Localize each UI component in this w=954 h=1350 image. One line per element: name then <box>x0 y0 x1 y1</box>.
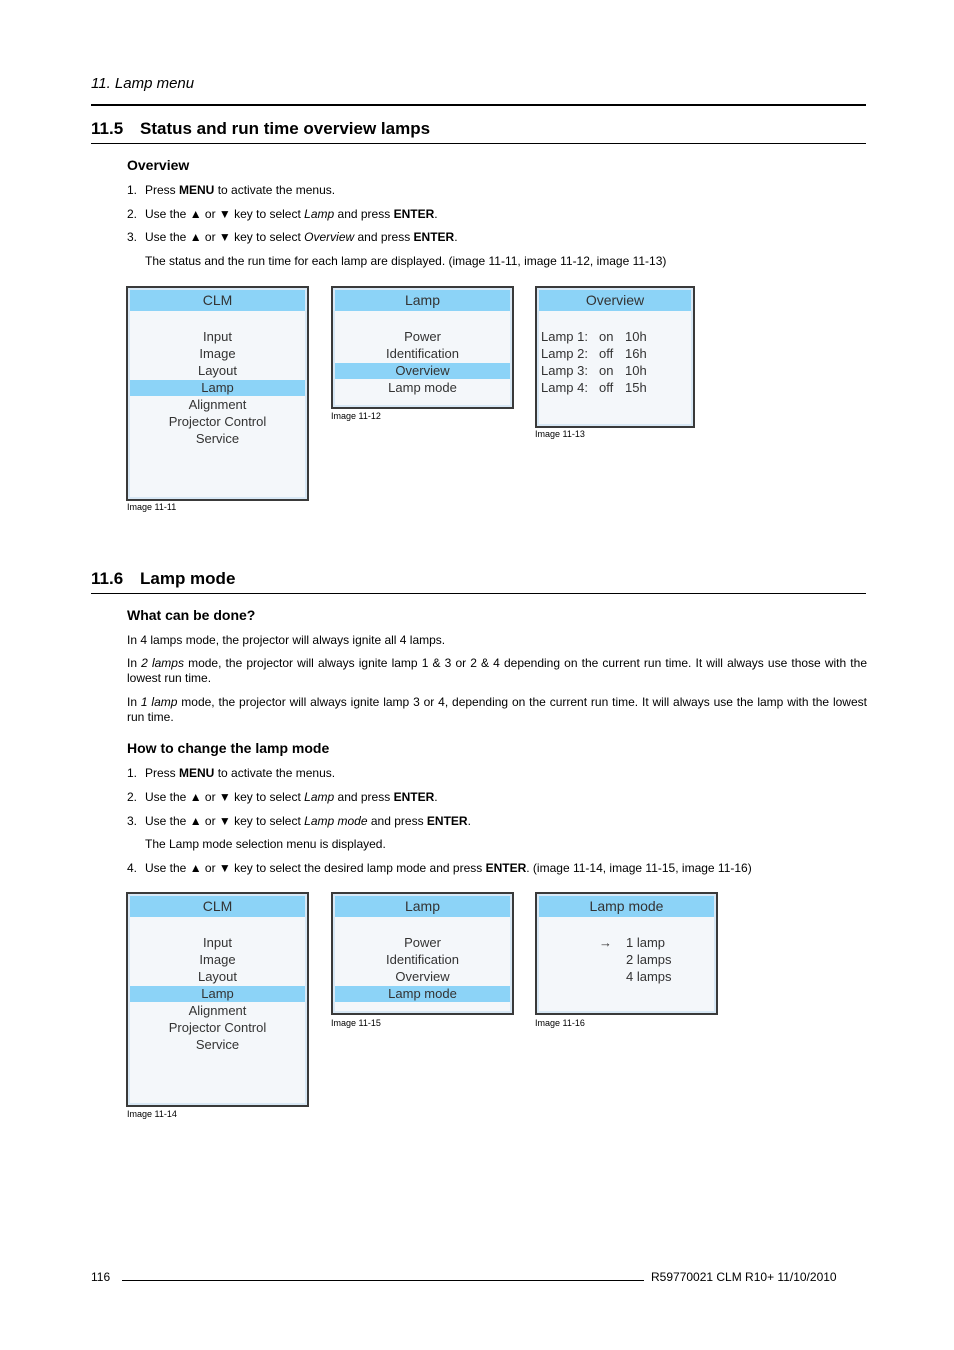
header-rule <box>91 104 866 106</box>
menu-item-layout: Layout <box>197 363 238 378</box>
paragraph: In 1 lamp mode, the projector will always ignite lamp 3 or 4, depending on the current run time. It will always use the lamp with the lowest run time. <box>127 695 867 724</box>
menu-item-lamp-selected: Lamp <box>130 380 305 396</box>
lamp-mode-option: 2 lamps <box>626 952 672 967</box>
current-mode-arrow-icon: → <box>599 935 612 950</box>
lamp-menu-image <box>331 286 514 409</box>
page-number: 116 <box>91 1270 111 1284</box>
overview-row: Lamp 1: on 10h <box>541 329 647 344</box>
step-2: 2. Use the ▲ or ▼ key to select Lamp and press ENTER. <box>127 790 438 804</box>
overview-row: Lamp 2: off 16h <box>541 346 647 361</box>
image-caption: Image 11-15 <box>331 1018 381 1028</box>
menu-title: CLM <box>130 290 305 311</box>
menu-item-identification: Identification <box>386 346 459 361</box>
menu-item-power: Power <box>404 329 441 344</box>
chapter-header: 11. Lamp menu <box>91 75 195 92</box>
menu-item-image: Image <box>199 952 236 967</box>
menu-item-lamp-mode-selected: Lamp mode <box>335 986 510 1002</box>
footer-rule <box>122 1280 644 1281</box>
menu-item-lamp-mode: Lamp mode <box>388 380 457 395</box>
menu-title: Overview <box>539 290 691 311</box>
menu-item-alignment: Alignment <box>188 397 247 412</box>
section-number: 11.6 <box>91 569 124 588</box>
lamp-mode-option: 4 lamps <box>626 969 672 984</box>
overview-menu-image <box>535 286 695 428</box>
menu-item-layout: Layout <box>197 969 238 984</box>
menu-item-power: Power <box>404 935 441 950</box>
image-caption: Image 11-13 <box>535 429 585 439</box>
subheading-how-to-change: How to change the lamp mode <box>127 740 330 756</box>
menu-item-projector-control: Projector Control <box>168 414 267 429</box>
paragraph: In 4 lamps mode, the projector will always ignite all 4 lamps. <box>127 633 446 647</box>
subheading-overview: Overview <box>127 157 190 173</box>
menu-item-projector-control: Projector Control <box>168 1020 267 1035</box>
menu-item-input: Input <box>203 329 232 344</box>
image-caption: Image 11-11 <box>127 502 177 512</box>
menu-item-alignment: Alignment <box>188 1003 247 1018</box>
menu-item-image: Image <box>199 346 236 361</box>
section-rule <box>91 143 866 144</box>
section-title: Lamp mode <box>140 569 236 588</box>
overview-row: Lamp 3: on 10h <box>541 363 647 378</box>
section-heading-11-6 <box>91 569 235 589</box>
step-note: The Lamp mode selection menu is displayed. <box>145 837 386 851</box>
step-1: 1. Press MENU to activate the menus. <box>127 766 336 780</box>
lamp-mode-menu-image <box>535 892 718 1015</box>
menu-item-overview: Overview <box>395 969 450 984</box>
subheading-what-can-be-done: What can be done? <box>127 607 256 623</box>
menu-title: Lamp <box>335 896 510 917</box>
menu-item-lamp-selected: Lamp <box>130 986 305 1002</box>
section-number: 11.5 <box>91 119 124 138</box>
menu-title: Lamp mode <box>539 896 714 917</box>
image-caption: Image 11-12 <box>331 411 381 421</box>
menu-item-identification: Identification <box>386 952 459 967</box>
image-caption: Image 11-14 <box>127 1109 177 1119</box>
section-title: Status and run time overview lamps <box>140 119 431 138</box>
menu-title: Lamp <box>335 290 510 311</box>
clm-menu-image <box>126 892 309 1107</box>
overview-row: Lamp 4: off 15h <box>541 380 647 395</box>
section-heading-11-5 <box>91 119 430 139</box>
lamp-menu-image <box>331 892 514 1015</box>
section-rule <box>91 593 866 594</box>
paragraph: In 2 lamps mode, the projector will always ignite lamp 1 & 3 or 2 & 4 depending on the current run time. It will always use those with the lowest run time. <box>127 656 867 685</box>
step-3: 3. Use the ▲ or ▼ key to select Overview and press ENTER. <box>127 230 458 244</box>
menu-item-service: Service <box>195 1037 240 1052</box>
image-caption: Image 11-16 <box>535 1018 585 1028</box>
step-note: The status and the run time for each lamp are displayed. (image 11-11, image 11-12, image 11-13) <box>145 254 667 268</box>
step-3: 3. Use the ▲ or ▼ key to select Lamp mode and press ENTER. <box>127 814 471 828</box>
menu-item-overview-selected: Overview <box>335 363 510 379</box>
menu-item-input: Input <box>203 935 232 950</box>
menu-item-service: Service <box>195 431 240 446</box>
menu-title: CLM <box>130 896 305 917</box>
document-reference: R59770021 CLM R10+ 11/10/2010 <box>651 1270 837 1284</box>
clm-menu-image <box>126 286 309 501</box>
step-4: 4. Use the ▲ or ▼ key to select the desired lamp mode and press ENTER. (image 11-14, image 11-15, image 11-16) <box>127 861 752 875</box>
step-1: 1. Press MENU to activate the menus. <box>127 183 336 197</box>
lamp-mode-option: 1 lamp <box>626 935 666 950</box>
step-2: 2. Use the ▲ or ▼ key to select Lamp and press ENTER. <box>127 207 438 221</box>
